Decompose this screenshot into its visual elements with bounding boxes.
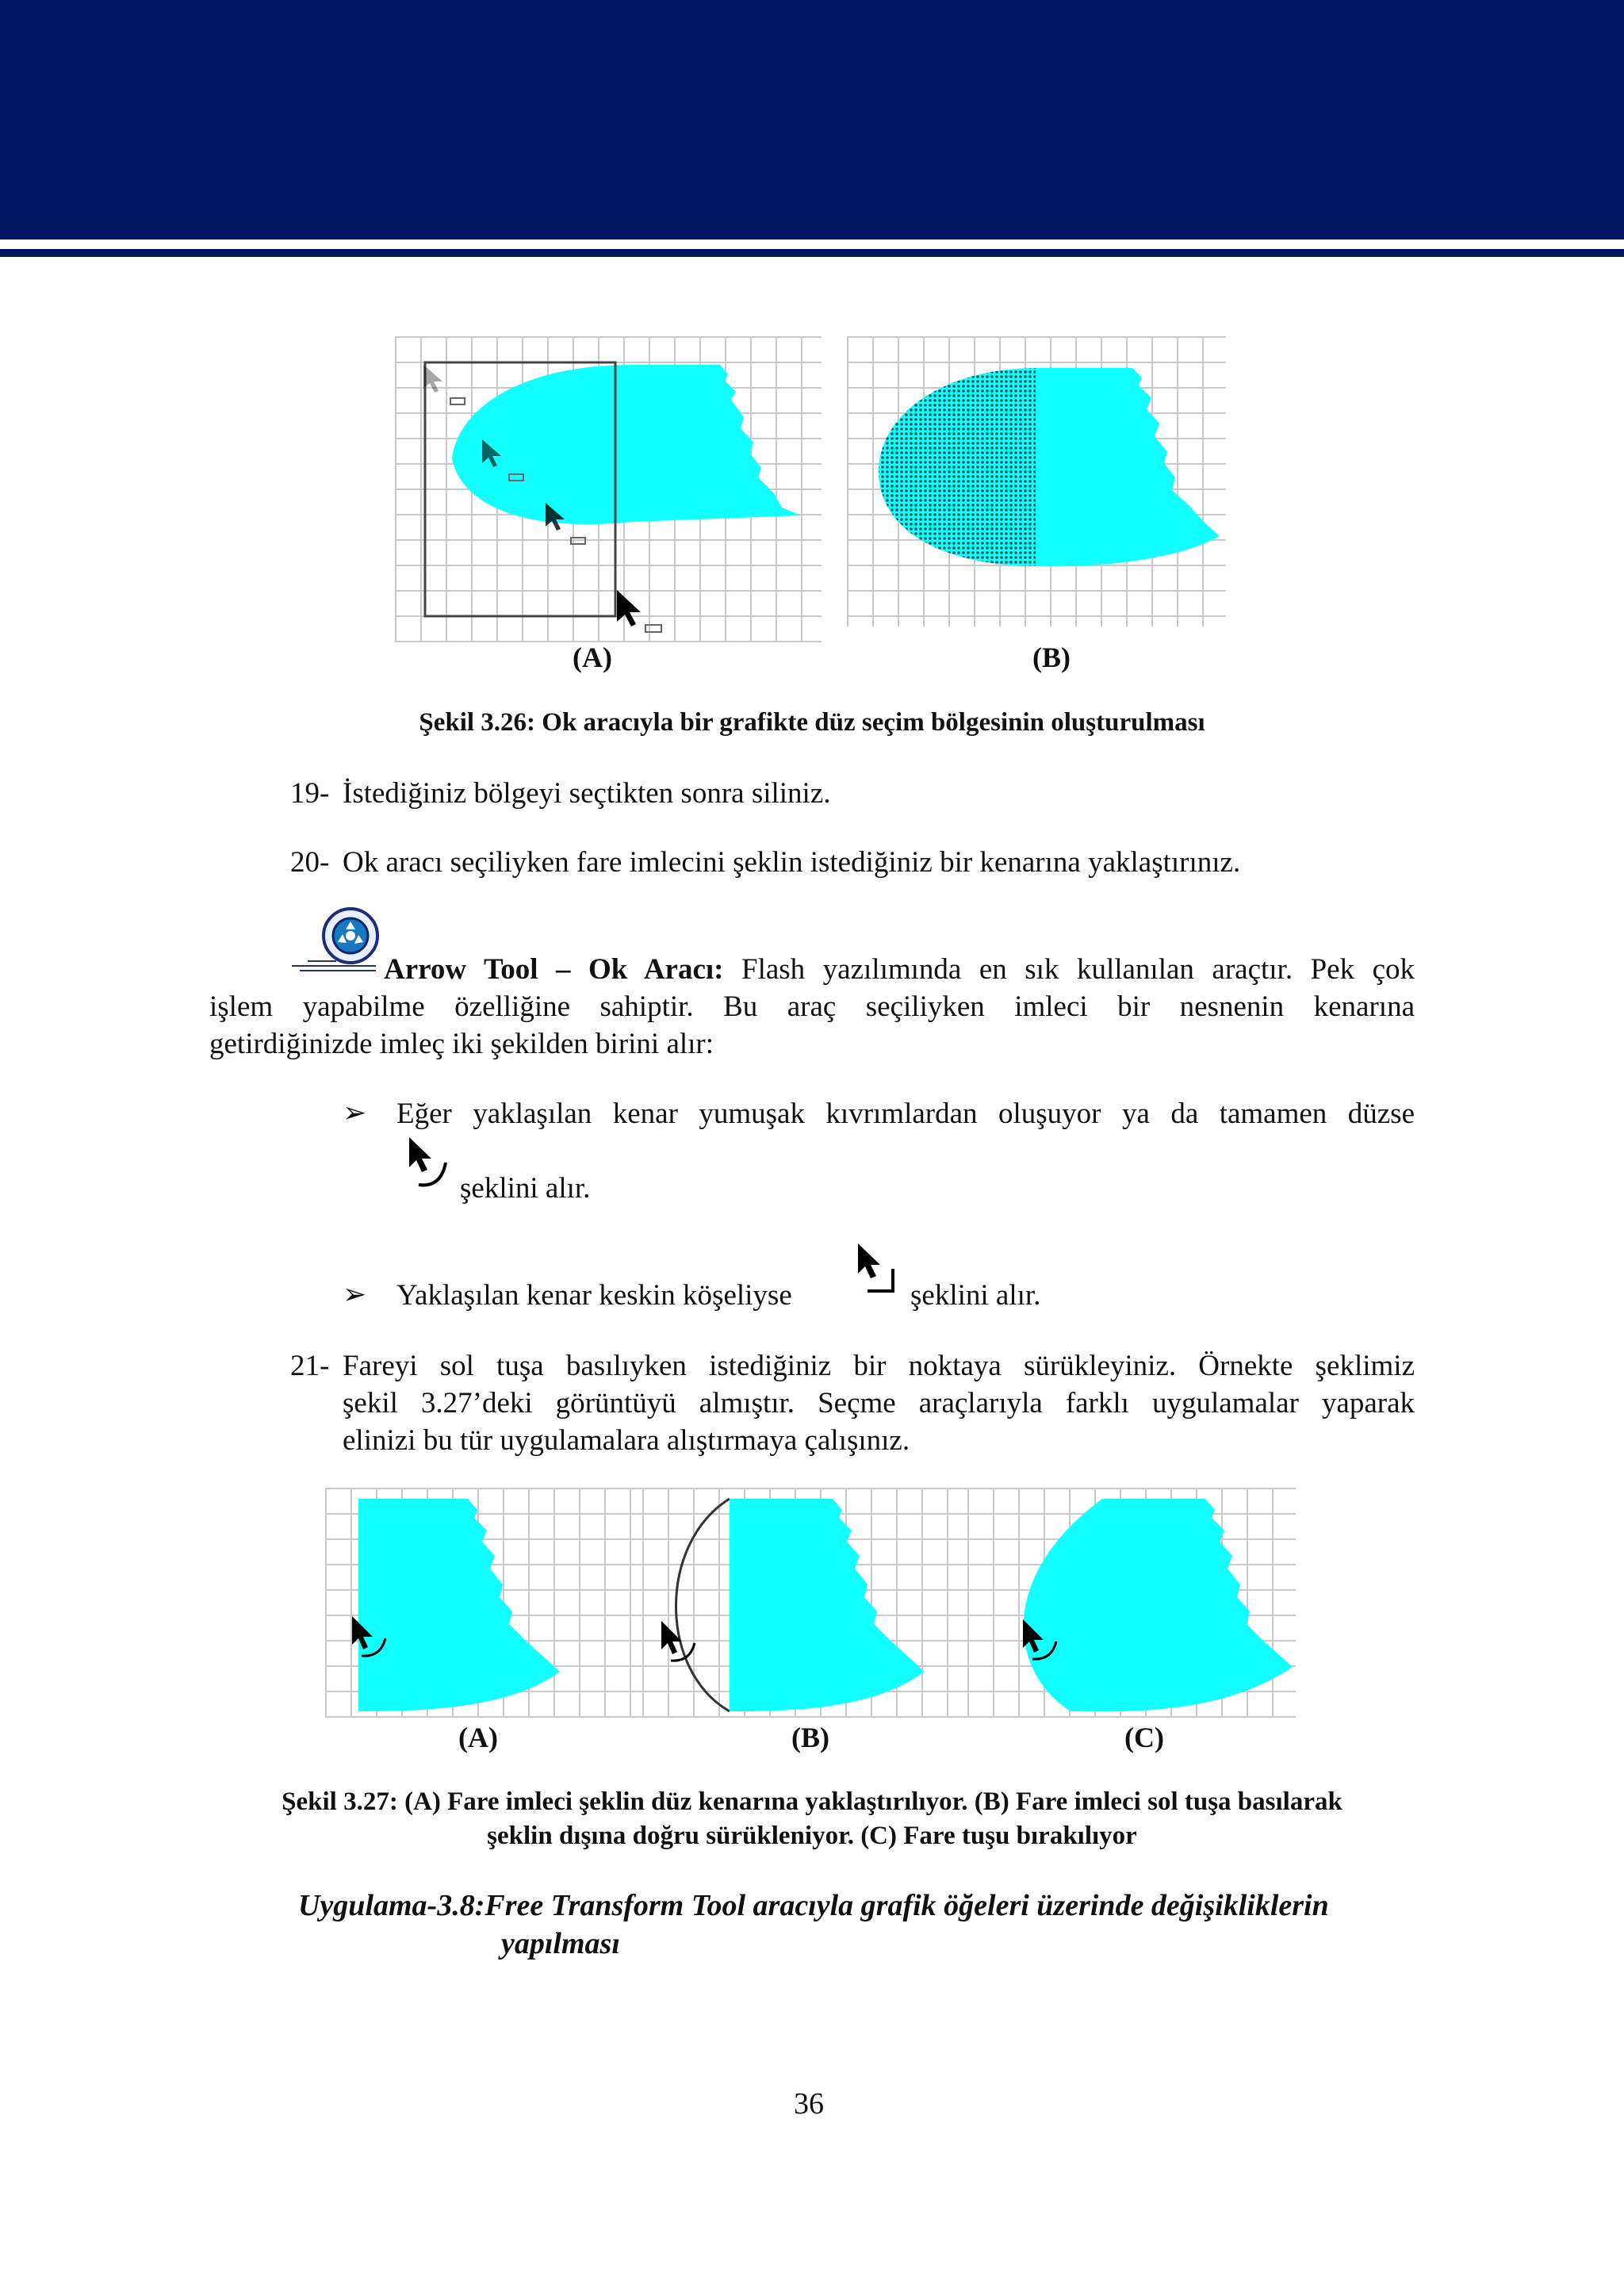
gear-note-icon [289, 906, 384, 977]
step-21-number: 21- [290, 1350, 330, 1382]
figure-327-c [967, 1488, 1296, 1718]
step-21-line-2: şekil 3.27’deki görüntüyü almıştır. Seçme araçlarıyla farklı uygulamalar yaparak [343, 1387, 1415, 1419]
cyan-remaining-half [1036, 368, 1220, 566]
bullet-2-tail: şeklini alır. [910, 1279, 1041, 1312]
figure-327-b [642, 1488, 967, 1718]
figure-327-label-b: (B) [791, 1722, 829, 1753]
note-title: Arrow Tool – Ok Aracı: [384, 953, 724, 986]
step-19-text: İstediğiniz bölgeyi seçtikten sonra siliniz. [343, 777, 831, 810]
figure-326-a [395, 336, 822, 642]
cyan-shape-c [1024, 1499, 1293, 1711]
figure-327-caption-line-2: şeklin dışına doğru sürükleniyor. (C) Fare tuşu bırakılıyor [487, 1822, 1137, 1850]
dotted-selected-half [879, 368, 1037, 566]
page-number: 36 [794, 2087, 824, 2121]
step-20-number: 20- [290, 846, 330, 879]
header-divider [0, 239, 1624, 249]
figure-326-label-b: (B) [1032, 642, 1071, 673]
bullet-2-text: Yaklaşılan kenar keskin köşeliyse [396, 1279, 792, 1312]
application-title-line-1: Uygulama-3.8:Free Transform Tool aracıyla grafik öğeleri üzerinde değişikliklerin [298, 1889, 1329, 1922]
figure-327-label-c: (C) [1124, 1722, 1164, 1753]
application-title-line-2: yapılması [501, 1927, 620, 1960]
figure-326-label-a: (A) [573, 642, 612, 673]
cyan-shape-b [730, 1499, 925, 1711]
bullet-1-tail: şeklini alır. [460, 1172, 591, 1205]
drag-arc [676, 1499, 730, 1711]
note-line-3: getirdiğinizde imleç iki şekilden birini alır: [209, 1028, 714, 1060]
bullet-arrow-1: ➢ [343, 1097, 367, 1128]
figure-327-caption-line-1: Şekil 3.27: (A) Fare imleci şeklin düz kenarına yaklaştırılıyor. (B) Fare imleci sol tuşa basılarak [282, 1787, 1342, 1816]
step-20-text: Ok aracı seçiliyken fare imlecini şeklin istediğiniz bir kenarına yaklaştırınız. [343, 846, 1241, 879]
cursor-corner-icon [855, 1242, 899, 1299]
bullet-1-text: Eğer yaklaşılan kenar yumuşak kıvrımlardan oluşuyor ya da tamamen düzse [396, 1098, 1415, 1130]
figure-326-b [847, 336, 1226, 626]
cyan-ellipse-shape [452, 365, 801, 524]
step-19-number: 19- [290, 777, 330, 810]
step-21-line-1: Fareyi sol tuşa basılıyken istediğiniz bir noktaya sürükleyiniz. Örnekte şeklimiz [343, 1350, 1415, 1382]
note-line-1 [384, 951, 1415, 988]
figure-326-caption: Şekil 3.26: Ok aracıyla bir grafikte düz seçim bölgesinin oluşturulması [419, 708, 1205, 737]
header-band [0, 0, 1624, 239]
note-line-2: işlem yapabilme özelliğine sahiptir. Bu araç seçiliyken imleci bir nesnenin kenarına [209, 990, 1415, 1023]
step-21-line-3: elinizi bu tür uygulamalara alıştırmaya çalışınız. [343, 1424, 910, 1457]
bullet-arrow-2: ➢ [343, 1278, 367, 1310]
header-divider-bottom [0, 249, 1624, 257]
figure-327-a [325, 1488, 642, 1718]
cursor-curve-icon [406, 1136, 450, 1193]
figure-327-label-a: (A) [458, 1722, 498, 1753]
note-line-1-text: Flash yazılımında en sık kullanılan araçtır. Pek çok [741, 953, 1415, 986]
cyan-shape-a [358, 1499, 560, 1711]
